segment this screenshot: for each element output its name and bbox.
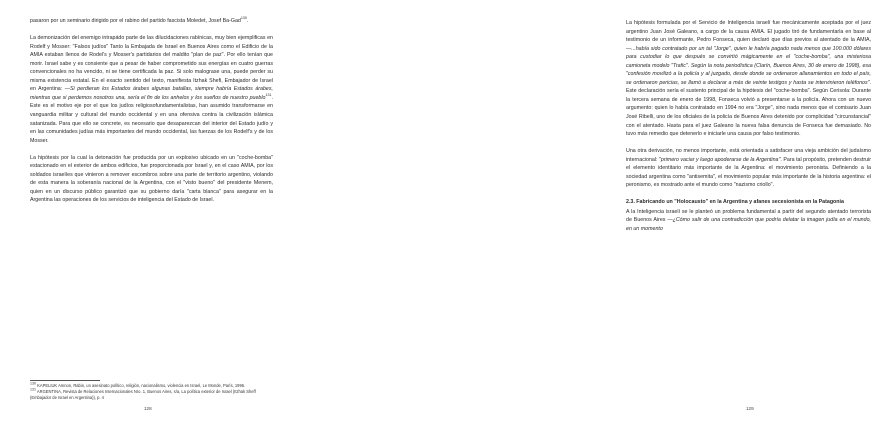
paragraph-text: La hipótesis formulada por el Servicio de Inteligencia israelí fue mecánicamente aceptada por el juez argentino Juan José Galeano, a cargo de la causa AMIA. El jugado tiró de fundamentarla en base al testimonio de un informante, Pedro Fonseca, quien declaró que días previos al atentado de la AMIA, xyxy=(626,20,871,44)
quote-text: "primero vaciar y luego apoderarse de la Argentina" xyxy=(659,156,781,163)
quote-text: —¿Cómo salir de una contradicción que podría delatar la imagen judía en el mundo, en un momento xyxy=(626,217,871,233)
footnote-ref[interactable]: 130 xyxy=(240,16,247,21)
paragraph xyxy=(30,34,273,145)
footnote-text: ARGENTINA, Revista de Relaciones Internacionales Nro. 1, Buenos Aires, s/a, La política exterior de Israel (Itzhak Sheff (Embajador de Israel en Argentina)), p. 4 xyxy=(30,389,256,400)
paragraph-text: . Este declaración sería el sustento principal de la hipótesis del "coche-bomba". Según Cerisola: Durante la tercera semana de enero de 1998, Fonseca volvió a presentarse a la policía. Ahora con un nuevo argumento: quien lo había contratado en 1994 no era "Jorge", sino nada menos que el comisario Juan José Ribelli, uno de los oficiales de la policía de Buenos Aires detenido por complicidad "circunstancial" con el atentado. Hasta para el juez Galeano la nueva falsa denuncia de Fonseca fue demasiado. No tuvo más remedio que detenerlo e iniciarle una causa por falso testimonio. xyxy=(626,79,871,138)
paragraph xyxy=(626,208,871,234)
right-page-body xyxy=(626,19,871,242)
footnote xyxy=(30,383,273,389)
footnote-divider xyxy=(30,380,100,381)
footnote-text: KAPELIUK Amnon, Rabin, un asesinato político, religión, nacionalismo, violencia en Israel, Le Monde, París, 1996. xyxy=(37,383,246,388)
right-page xyxy=(300,0,871,424)
paragraph-text: . Este es el motivo eje por el que los judíos religiosofundamentalistas, han asumido transformarse en vanguardia militar y cultural del mundo occidental y en una ofensiva contra la civilización islámica satanizada. Para que ello se concrete, es necesario que desaparezcan del interior del Estado judío y en las comunidades judías más importantes del mundo occidental, las fuerzas de los Rodelf's y de los Mosser. xyxy=(30,94,273,144)
paragraph-text: . xyxy=(246,18,249,24)
quote-text: —...había sido contratado por un tal "Jorge", quien le habría pagado nada menos que 100.000 dólares para custodiar lo que después se convirtió mágicamente en el "coche-bomba", una misteriosa camioneta modelo "Trafic". Según la nota periodística (Clarín, Buenos Aires, 30 de enero de 1998), esa "confesión movilizó a la policía y al juzgado, desde donde se ordenaron allanamientos en todo el país, se ordenaron pericias, se llamó a declarar a más de veinte testigos y hasta se intervinieron teléfonos" xyxy=(626,45,871,86)
paragraph-text: La hipótesis por la cual la detonación fue producida por un explosivo ubicado en un "coche-bomba" estacionado en el exterior de ambos edificios, fue proporcionada por Israel y, en el caso AMIA, por los soldados israelíes que vinieron a remover escombros sobre una parte de territorio argentino, violando de esta manera la soberanía nacional de la Argentina, con el "visto bueno" del presidente Menem, quien en un discurso público garantizó que su gobierno daría "carta blanca" para asegurar en la Argentina las operaciones de los servicios de inteligencia del Estado de Israel. xyxy=(30,154,273,204)
left-page xyxy=(0,0,300,424)
paragraph-text: La demonización del enemigo intrapádo parte de las dilucidaciones rabínicas, muy bien ejemplificas en Rodelf y Mosser: "Falsos judíos" Tanto la Embajada de Israel en Buenos Aires como el Edificio de la AMIA estaban llenos de Rodel's y Mosser's partidarios del maldito "plan de paz". Por ello tenían que morir. Israel sabe y es consiente que a pesar de haber comprometido sus energías en cuatro guerras convencionales no ha vencido, ni se tiene certificada la paz. Si solo malograse una, puede perder su misma existencia estatal. En el exacto sentido del texto, manifiesta Itzhak Shefi, Embajador de Israel en Argentina: xyxy=(30,35,273,93)
paragraph xyxy=(626,19,871,139)
left-page-body xyxy=(30,17,273,213)
paragraph-text: Josef Ba-Gad xyxy=(208,18,241,24)
footnotes xyxy=(30,383,273,401)
paragraph-text: . Para tal propósito, pretenden destruir el elemento identitario más importante de la Argentina: el movimiento peronista. Definiendo a la sociedad argentina como "antisemita", el movimiento popular más importante de la historia argentina: el peronismo, es mostrado ante el mundo como "nazismo criollo". xyxy=(626,156,871,189)
paragraph-text: Una otra derivación, no menos importante, está orientada a satisfacer una vieja ambición del judaísmo internacional: xyxy=(626,148,871,163)
footnote-ref[interactable]: 131 xyxy=(265,93,272,98)
page-number: 129 xyxy=(746,406,754,411)
footnote xyxy=(30,389,273,400)
quote-text: —Si perdieran los Estados árabes algunas batallas, siempre habría Estados árabes, mientras que si perdemos nosotros una, sería el fin de los anhelos y los sueños de nuestro pueblo xyxy=(30,86,273,101)
page-number: 128 xyxy=(144,406,152,411)
footnote-number: 131 xyxy=(30,387,36,392)
paragraph xyxy=(30,17,273,26)
paragraph xyxy=(626,147,871,190)
section-heading: 2.3. Fabricando un "Holocausto" en la Argentina y afanes secesionista en la Patagonia xyxy=(626,199,844,206)
paragraph-text: A la Inteligencia israelí se le planteó un problema fundamental a partir del segundo atentado terrorista de Buenos Aires xyxy=(626,208,871,224)
paragraph-text: pasaron por un seminario dirigido por el rabino del partido fascista Moledet, xyxy=(30,18,207,24)
paragraph xyxy=(30,154,273,205)
footnote-number: 130 xyxy=(30,381,36,386)
